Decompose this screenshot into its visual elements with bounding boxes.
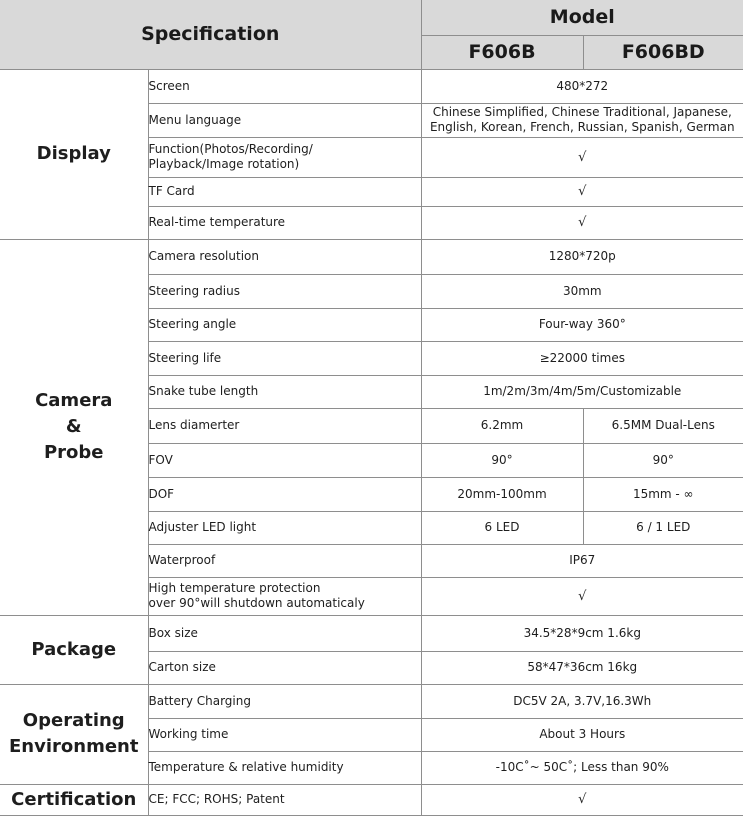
category-operating-line1: Operating — [22, 710, 125, 731]
temperature-humidity-value: -10C˚~ 50C˚; Less than 90% — [421, 751, 743, 784]
temperature-humidity-label: Temperature & relative humidity — [148, 751, 421, 784]
specification-header: Specification — [0, 0, 421, 69]
tf-card-label: TF Card — [148, 177, 421, 206]
category-package: Package — [0, 615, 148, 684]
function-label — [148, 137, 421, 177]
steering-radius-value: 30mm — [421, 274, 743, 308]
function-label-line1: Function(Photos/Recording/ — [148, 142, 313, 156]
tf-card-check: √ — [421, 177, 743, 206]
led-light-label: Adjuster LED light — [148, 511, 421, 544]
realtime-temperature-label: Real-time temperature — [148, 206, 421, 239]
steering-life-label: Steering life — [148, 341, 421, 375]
function-check: √ — [421, 137, 743, 177]
category-camera-line3: Probe — [43, 442, 104, 463]
menu-language-value-line1: Chinese Simplified, Chinese Traditional, Japanese, — [432, 105, 732, 119]
dof-f606b-value: 20mm-100mm — [421, 477, 583, 511]
model-f606bd-header: F606BD — [583, 35, 743, 69]
waterproof-label: Waterproof — [148, 544, 421, 577]
function-label-line2: Playback/Image rotation) — [148, 157, 300, 171]
high-temperature-label-line2: over 90°will shutdown automaticaly — [148, 596, 365, 610]
category-display: Display — [0, 69, 148, 239]
steering-angle-value: Four-way 360° — [421, 308, 743, 341]
realtime-temperature-check: √ — [421, 206, 743, 239]
box-size-label: Box size — [148, 615, 421, 651]
screen-value: 480*272 — [421, 69, 743, 103]
working-time-label: Working time — [148, 718, 421, 751]
category-camera-line1: Camera — [35, 390, 113, 411]
menu-language-value — [421, 103, 743, 137]
led-light-f606bd-value: 6 / 1 LED — [583, 511, 743, 544]
high-temperature-label-line1: High temperature protection — [148, 581, 321, 595]
high-temperature-label — [148, 577, 421, 615]
steering-angle-label: Steering angle — [148, 308, 421, 341]
menu-language-label: Menu language — [148, 103, 421, 137]
screen-label: Screen — [148, 69, 421, 103]
model-f606b-header: F606B — [421, 35, 583, 69]
camera-resolution-value: 1280*720p — [421, 239, 743, 274]
menu-language-value-line2: English, Korean, French, Russian, Spanish, German — [429, 120, 735, 134]
category-certification: Certification — [0, 784, 148, 815]
battery-charging-label: Battery Charging — [148, 684, 421, 718]
dof-f606bd-value: 15mm - ∞ — [583, 477, 743, 511]
camera-resolution-label: Camera resolution — [148, 239, 421, 274]
category-operating-environment — [0, 684, 148, 784]
snake-tube-length-label: Snake tube length — [148, 375, 421, 408]
fov-f606bd-value: 90° — [583, 443, 743, 477]
lens-diameter-f606b-value: 6.2mm — [421, 408, 583, 443]
category-operating-line2: Environment — [9, 736, 139, 757]
dof-label: DOF — [148, 477, 421, 511]
carton-size-value: 58*47*36cm 16kg — [421, 651, 743, 684]
model-header: Model — [421, 0, 743, 35]
battery-charging-value: DC5V 2A, 3.7V,16.3Wh — [421, 684, 743, 718]
steering-life-value: ≥22000 times — [421, 341, 743, 375]
led-light-f606b-value: 6 LED — [421, 511, 583, 544]
snake-tube-length-value: 1m/2m/3m/4m/5m/Customizable — [421, 375, 743, 408]
working-time-value: About 3 Hours — [421, 718, 743, 751]
steering-radius-label: Steering radius — [148, 274, 421, 308]
fov-f606b-value: 90° — [421, 443, 583, 477]
box-size-value: 34.5*28*9cm 1.6kg — [421, 615, 743, 651]
lens-diameter-f606bd-value: 6.5MM Dual-Lens — [583, 408, 743, 443]
carton-size-label: Carton size — [148, 651, 421, 684]
lens-diameter-label: Lens diamerter — [148, 408, 421, 443]
category-camera-probe — [0, 239, 148, 615]
fov-label: FOV — [148, 443, 421, 477]
certifications-check: √ — [421, 784, 743, 815]
certifications-label: CE; FCC; ROHS; Patent — [148, 784, 421, 815]
waterproof-value: IP67 — [421, 544, 743, 577]
high-temperature-check: √ — [421, 577, 743, 615]
category-camera-line2: & — [65, 416, 82, 437]
